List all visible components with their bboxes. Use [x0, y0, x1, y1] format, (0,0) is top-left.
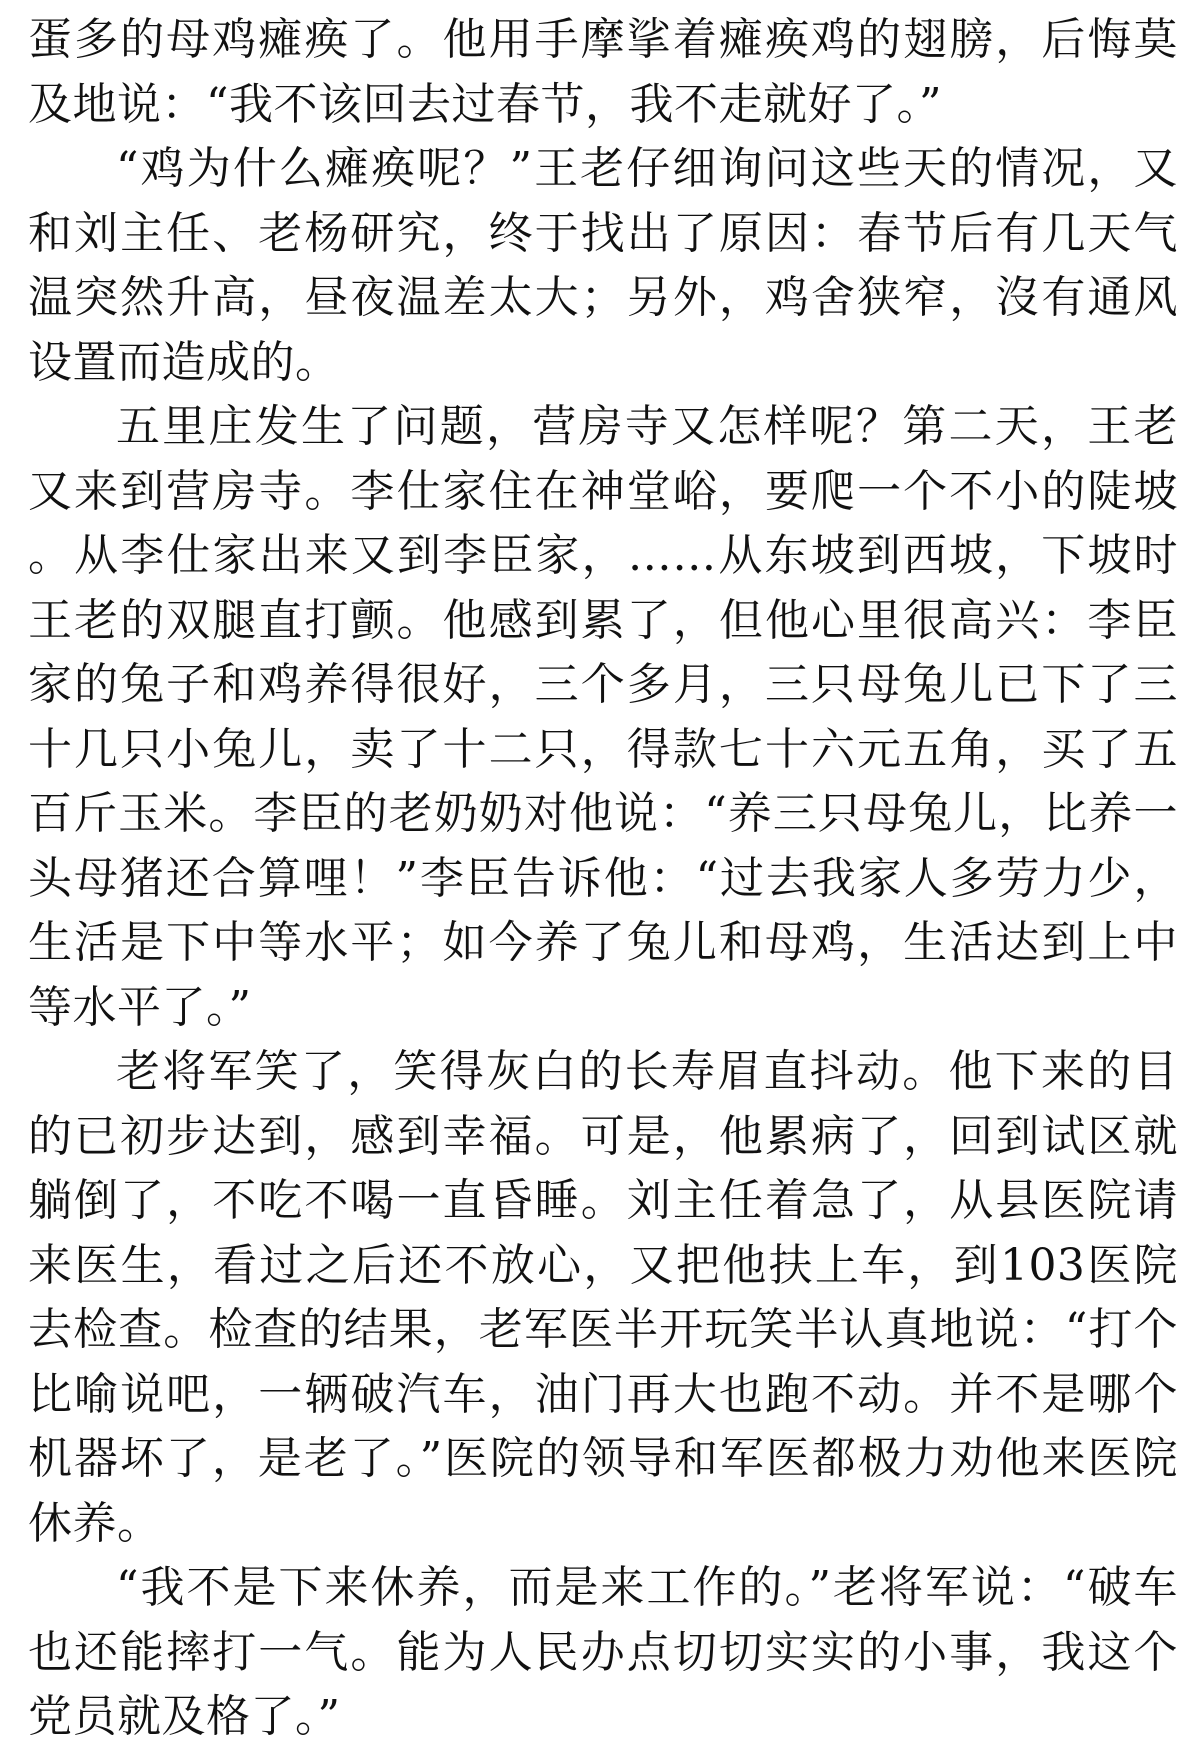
paragraph-1: 蛋多的母鸡瘫痪了。他用手摩挲着瘫痪鸡的翅膀，后悔莫及地说：“我不该回去过春节，我不走就好了。” — [28, 14, 1178, 130]
paragraph-2: “鸡为什么瘫痪呢？”王老仔细询问这些天的情况，又和刘主任、老杨研究，终于找出了原因：春节后有几天气温突然升高，昼夜温差太大；另外，鸡舍狭窄，沒有通风设置而造成的。 — [28, 143, 1178, 388]
paragraph-5: “我不是下来休养，而是来工作的。”老将军说：“破车也还能摔打一气。能为人民办点切切实实的小事，我这个党员就及格了。” — [28, 1562, 1178, 1742]
book-page — [28, 8, 1178, 1742]
paragraph-4: 老将军笑了，笑得灰白的长寿眉直抖动。他下来的目的已初步达到，感到幸福。可是，他累病了，回到试区就躺倒了，不吃不喝一直昏睡。刘主任着急了，从县医院请来医生，看过之后还不放心，又把他扶上车，到103医院去检查。检查的结果，老军医半开玩笑半认真地说：“打个比喻说吧，一辆破汽车，油门再大也跑不动。并不是哪个机器坏了，是老了。”医院的领导和军医都极力劝他来医院休养。 — [28, 1046, 1178, 1549]
paragraph-3: 五里庄发生了问题，营房寺又怎样呢？第二天，王老又来到营房寺。李仕家住在神堂峪，要爬一个不小的陡坡。从李仕家出来又到李臣家，……从东坡到西坡，下坡时王老的双腿直打颤。他感到累了，但他心里很高兴：李臣家的兔子和鸡养得很好，三个多月，三只母兔儿已下了三十几只小兔儿，卖了十二只，得款七十六元五角，买了五百斤玉米。李臣的老奶奶对他说：“养三只母兔儿，比养一头母猪还合算哩！”李臣告诉他：“过去我家人多劳力少，生活是下中等水平；如今养了兔儿和母鸡，生活达到上中等水平了。” — [28, 401, 1178, 1033]
